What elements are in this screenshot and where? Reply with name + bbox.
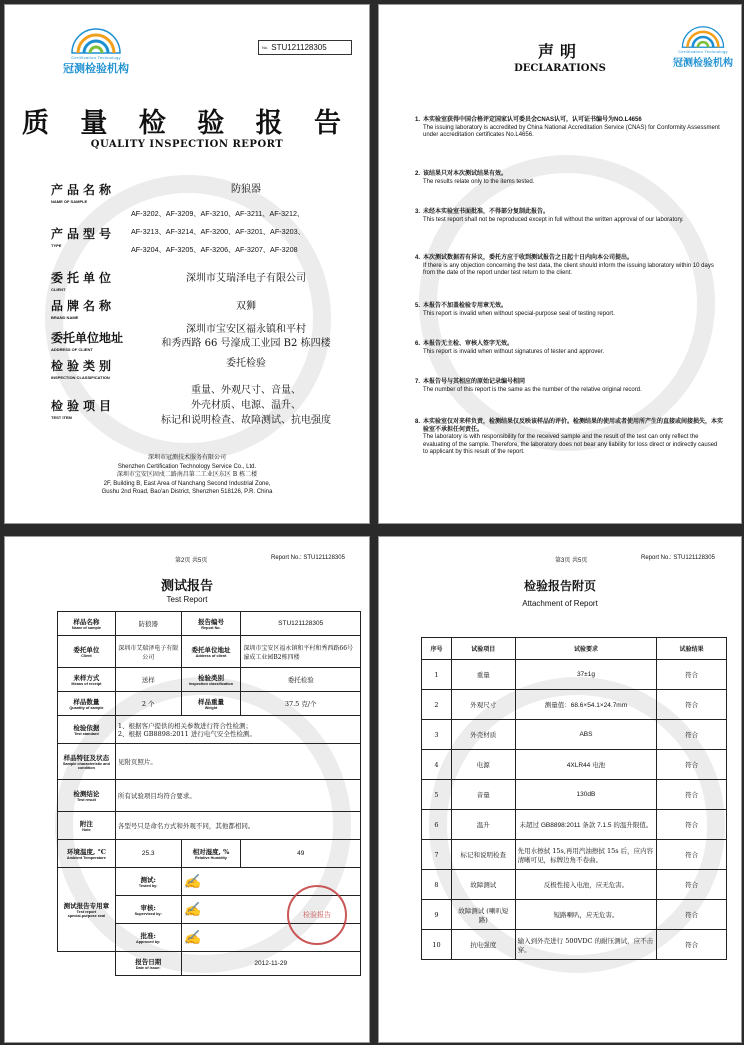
logo-subtitle: Certification Technology (678, 49, 728, 54)
field-label: 产品型号 (51, 227, 116, 241)
supervisor-signature: ✍ (183, 901, 202, 918)
model-line: AF-3213、AF-3214、AF-3200、AF-3201、AF-3203、 (131, 227, 305, 236)
page-title: 检验报告附页 (523, 579, 596, 593)
table-row: 7 标记和说明检查 先用水擦拭 15s,再用汽油擦拭 15s 后，应内容清晰可见，标牌边角不卷曲。 符合 (422, 840, 727, 870)
company-footer (5, 454, 369, 497)
report-no-value: STU121128305 (241, 612, 361, 636)
page-number: 第2页 共5页 (175, 558, 208, 564)
model-line: AF-3202、AF-3209、AF-3210、AF-3211、AF-3212、 (131, 209, 305, 218)
field-label: 检验类别 (51, 359, 116, 373)
table-row: 来样方式 Means of receipt 送样 检验类别 Inspection classification 委托检验 (58, 668, 361, 692)
logo-name: 冠测检验机构 (673, 58, 733, 69)
table-row: 样品特征及状态 Sample characteristic and condition 见附页照片。 (58, 744, 361, 780)
class-value: 委托检验 (241, 668, 361, 692)
column-header: 试验要求 (515, 638, 657, 660)
standard-value: 1、根据客户提供的相关参数进行符合性检测； 2、根据 GB8898:2011 进行电气安全性检测。 (115, 716, 360, 744)
footer-line: 2F, Building B, East Area of Nanchang Second Industrial Zone, (103, 480, 271, 487)
column-header: 试验结果 (657, 638, 727, 660)
field-label-en: TEST ITEM (51, 415, 72, 420)
receipt-value: 送样 (115, 668, 181, 692)
attachment-page (378, 536, 742, 1043)
field-value: 深圳市艾瑞泽电子有限公司 (186, 273, 306, 284)
logo-subtitle: Certification Technology (71, 55, 121, 60)
issue-date: 2012-11-29 (181, 952, 360, 976)
report-no-label: No. (262, 44, 269, 50)
table-row: 测试报告专用章 Test report special-purpose seal 测试: Tested by: ✍ (58, 868, 361, 896)
footer-line: Shenzhen Certification Technology Service Co., Ltd. (117, 463, 257, 470)
table-row: 4 电源 4XLR44 电池 符合 (422, 750, 727, 780)
logo-name: 冠测检验机构 (63, 63, 129, 75)
test-item-line: 外壳材质、电源、温升、 (191, 400, 301, 411)
address-line: 和秀西路 66 号濠成工业园 B2 栋四楼 (161, 338, 331, 349)
report-no: Report No.: STU121128305 (271, 555, 345, 561)
page-title: 测试报告 (160, 579, 213, 594)
table-row: 8 故障测试 反极性接入电池，应无危害。 符合 (422, 870, 727, 900)
address-line: 深圳市宝安区福永镇和平村 (186, 324, 306, 335)
field-value: 委托检验 (226, 358, 266, 369)
attachment-table (421, 637, 727, 960)
table-row: 附注 Note 各型号只是命名方式和外观不同，其他都相同。 (58, 812, 361, 840)
page-title-en: Test Report (166, 595, 208, 604)
field-label: 检验项目 (51, 399, 116, 413)
tester-signature: ✍ (183, 873, 202, 890)
table-row: 6 温升 未超过 GB8898:2011 条款 7.1.5 的温升限值。 符合 (422, 810, 727, 840)
field-label: 品牌名称 (51, 299, 116, 313)
note-value: 各型号只是命名方式和外观不同，其他都相同。 (115, 812, 360, 840)
field-label-en: INSPECTION CLASSIFICATION (51, 375, 110, 380)
declaration-item: 6. 本报告无主检、审核人签字无效。 This report is invalid when without signatures of tester and approver. (415, 341, 605, 355)
report-no-value: STU121128305 (271, 43, 327, 52)
declaration-item: 2. 该结果只对本次测试结果有效。 The results relate only to the items tested. (415, 171, 535, 185)
test-item-line: 标记和说明检查、故障测试、抗电强度 (161, 415, 331, 426)
table-row: 样品数量 Quantity of sample 2 个 样品重量 Weight 37.5 克/个 (58, 692, 361, 716)
footer-line: 深圳市宝安区固戍二路南昌第二工业区东区 B 栋二楼 (116, 471, 258, 478)
test-item-line: 重量、外观尺寸、音量、 (191, 385, 301, 396)
logo-sun-icon (68, 27, 124, 55)
column-header: 序号 (422, 638, 452, 660)
declaration-item: 8. 本实验室仅对来样负责，检测结果仅反映该样品的评价。检测结果的使用或者使用所产生的直接或间接损失，本实验室不承担任何责任。 The laboratory is with responsibility for the received sample and the result of the test can only reflect the evaluating of the sample. Therefore, the laboratory does not bear any liability for loss direct or indirectly caused to applicant by this result of the report. (415, 419, 724, 456)
report-no: Report No.: STU121128305 (641, 555, 715, 561)
temperature-value: 25.3 (115, 840, 181, 868)
declarations-title-en: DECLARATIONS (514, 63, 606, 74)
field-label-en: BRAND NAME (51, 315, 79, 320)
logo (63, 27, 129, 76)
column-header: 试验项目 (451, 638, 515, 660)
result-value: 所有试验项目均符合要求。 (115, 780, 360, 812)
page-number: 第3页 共5页 (555, 558, 588, 564)
field-label-en: CLIENT (51, 287, 66, 292)
official-seal: 检验报告 (287, 885, 347, 945)
declarations-page (378, 4, 742, 524)
declaration-item: 5. 本报告不加盖检验专用章无效。 This report is invalid when without special-purpose seal of testing report. (415, 303, 615, 317)
sample-value: 防狼器 (115, 612, 181, 636)
table-row: 1 重量 37±1g 符合 (422, 660, 727, 690)
client-value: 深圳市艾瑞泽电子有限公司 (115, 636, 181, 668)
cover-page (4, 4, 370, 524)
page-title-en: QUALITY INSPECTION REPORT (90, 139, 284, 150)
page-title-en: Attachment of Report (522, 599, 598, 608)
table-row: 环境温度, °C Ambient Temperature 25.3 相对湿度, % Relative Humidity 49 (58, 840, 361, 868)
field-label-en: NAME OF SAMPLE (51, 199, 88, 204)
humidity-value: 49 (241, 840, 361, 868)
field-label-en: ADDRESS OF CLIENT (51, 347, 93, 352)
declaration-item: 7. 本报告号与其相应的原始记录编号相同 The number of this report is the same as the number of the relative original record. (415, 379, 642, 393)
field-label: 委托单位 (51, 271, 116, 285)
field-label-en: TYPE (51, 243, 62, 248)
report-number-box (258, 40, 352, 55)
table-header-row (422, 638, 727, 660)
test-report-page (4, 536, 370, 1043)
table-row: 2 外观尺寸 测量值：68.6×54.1×24.7mm 符合 (422, 690, 727, 720)
table-row: 检测结论 Test result 所有试验项目均符合要求。 (58, 780, 361, 812)
table-row: 委托单位 Client 深圳市艾瑞泽电子有限公司 委托单位地址 Address of client 深圳市宝安区福永镇和平村和秀西路66号濠成工业园B2栋四楼 (58, 636, 361, 668)
field-value: 双狮 (236, 301, 256, 312)
table-row: 10 抗电强度 输入到外壳进行 500VDC 的耐压测试，应不击穿。 符合 (422, 930, 727, 960)
footer-line: 深圳市冠测技术服务有限公司 (147, 454, 226, 461)
table-row: 9 故障测试 (喇叭短路) 短路喇叭，应无危害。 符合 (422, 900, 727, 930)
footer-line: Gushu 2nd Road, Bao'an District, Shenzhen 518126, P.R. China (101, 489, 273, 495)
weight-value: 37.5 克/个 (241, 692, 361, 716)
declaration-item: 3. 未经本实验室书面批准，不得部分复制此报告。 This test report shall not be reproduced except in full without the written approval of our laboratory. (415, 209, 684, 223)
field-label: 产品名称 (51, 183, 116, 197)
declaration-item: 4. 本次测试数据若有异议，委托方应于收到测试报告之日起十日内向本公司提出。 If there is any objection concerning the test data, the client should inform the issuing laboratory within 10 days from the date of the report under test return to the client. (415, 255, 714, 277)
table-row: 3 外壳材质 ABS 符合 (422, 720, 727, 750)
table-row: 样品名称 Name of sample 防狼器 报告编号 Report No. STU121128305 (58, 612, 361, 636)
field-label: 委托单位地址 (51, 331, 124, 345)
table-row: 审核: Supervised by: ✍ (58, 896, 361, 924)
address-value: 深圳市宝安区福永镇和平村和秀西路66号濠成工业园B2栋四楼 (241, 636, 361, 668)
model-line: AF-3204、AF-3205、AF-3206、AF-3207、AF-3208 (131, 245, 298, 254)
table-row: 报告日期 Date of issue: 2012-11-29 (58, 952, 361, 976)
table-row: 5 音量 130dB 符合 (422, 780, 727, 810)
approver-signature: ✍ (183, 929, 202, 946)
declarations-title: 声明 (537, 42, 582, 61)
field-value: 防狼器 (231, 184, 261, 195)
declaration-item: 1. 本实验室获得中国合格评定国家认可委员会CNAS认可，认可证书编号为NO.L4656 The issuing laboratory is accredited by China National Accreditation Service (CNAS) for Conformity Assessment under accreditation certificates No.L4656. (415, 117, 720, 139)
page-title: 质 量 检 验 报 告 (22, 108, 352, 139)
characteristic-value: 见附页照片。 (115, 744, 360, 780)
quantity-value: 2 个 (115, 692, 181, 716)
table-row: 检验依据 Test standard 1、根据客户提供的相关参数进行符合性检测； 2、根据 GB8898:2011 进行电气安全性检测。 (58, 716, 361, 744)
table-row: 批准: Approved by: ✍ (58, 924, 361, 952)
